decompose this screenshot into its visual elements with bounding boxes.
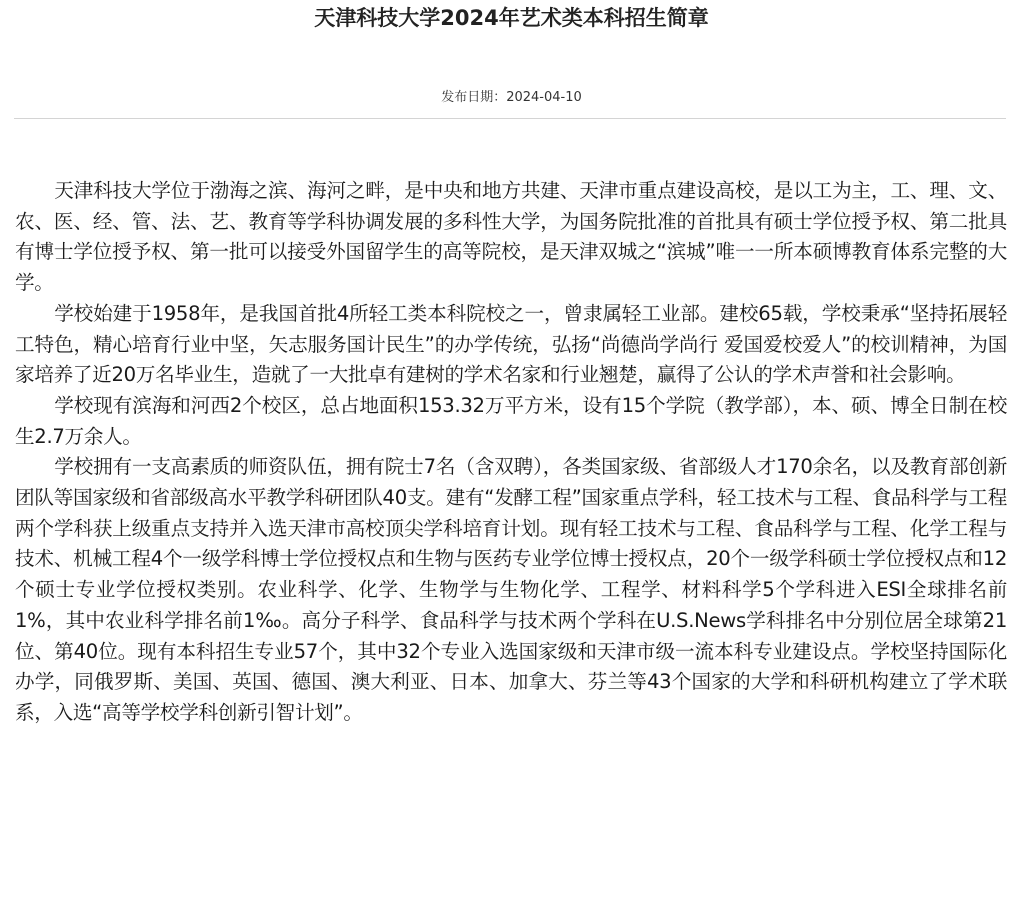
publish-date: 2024-04-10 bbox=[506, 90, 582, 105]
body-paragraph: 学校现有滨海和河西2个校区，总占地面积153.32万平方米，设有15个学院（教学部），本、硕、博全日制在校生2.7万余人。 bbox=[15, 393, 1007, 448]
article-body bbox=[15, 176, 1007, 729]
body-paragraph: 学校拥有一支高素质的师资队伍，拥有院士7名（含双聘），各类国家级、省部级人才170余名，以及教育部创新团队等国家级和省部级高水平教学科研团队40支。建有“发酵工程”国家重点学科，轻工技术与工程、食品科学与工程两个学科获上级重点支持并入选天津市高校顶尖学科培育计划。现有轻工技术与工程、食品科学与工程、化学工程与技术、机械工程4个一级学科博士学位授权点和生物与医药专业学位博士授权点，20个一级学科硕士学位授权点和12个硕士专业学位授权类别。农业科学、化学、生物学与生物化学、工程学、材料科学5个学科进入ESI全球排名前1%，其中农业科学排名前1‰。高分子科学、食品科学与技术两个学科在U.S.News学科排名中分别位居全球第21位、第40位。现有本科招生专业57个，其中32个专业入选国家级和天津市级一流本科专业建设点。学校坚持国际化办学，同俄罗斯、美国、英国、德国、澳大利亚、日本、加拿大、芬兰等43个国家的大学和科研机构建立了学术联系，入选“高等学校学科创新引智计划”。 bbox=[15, 455, 1007, 724]
publish-date-label: 发布日期： bbox=[441, 90, 507, 105]
article-title: 天津科技大学2024年艺术类本科招生简章 bbox=[314, 6, 709, 30]
publish-meta bbox=[0, 88, 1023, 108]
body-paragraph: 天津科技大学位于渤海之滨、海河之畔，是中央和地方共建、天津市重点建设高校，是以工为主，工、理、文、农、医、经、管、法、艺、教育等学科协调发展的多科性大学，为国务院批准的首批具有硕士学位授予权、第二批具有博士学位授予权、第一批可以接受外国留学生的高等院校，是天津双城之“滨城”唯一一所本硕博教育体系完整的大学。 bbox=[15, 179, 1007, 295]
body-paragraph: 学校始建于1958年，是我国首批4所轻工类本科院校之一，曾隶属轻工业部。建校65载，学校秉承“坚持拓展轻工特色，精心培育行业中坚，矢志服务国计民生”的办学传统，弘扬“尚德尚学尚行 爱国爱校爱人”的校训精神，为国家培养了近20万名毕业生，造就了一大批卓有建树的学术名家和行业翘楚，赢得了公认的学术声誉和社会影响。 bbox=[15, 301, 1007, 387]
title-divider bbox=[14, 118, 1006, 119]
